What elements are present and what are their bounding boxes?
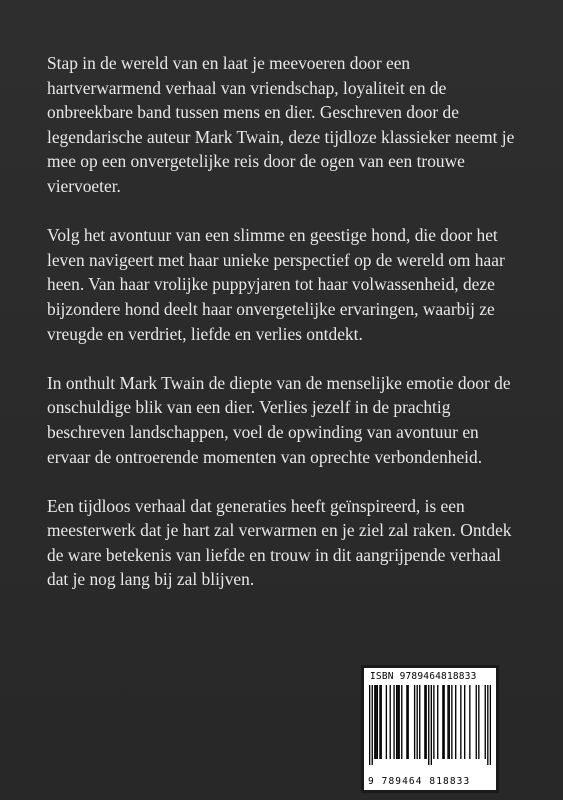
blurb-paragraph-4: Een tijdloos verhaal dat generaties heeft geïnspireerd, is een meesterwerk dat je hart zal verwarmen en je ziel zal raken. Ontdek de ware betekenis van liefde en trouw in dit aangrijpende verhaal dat je nog lang bij zal blijven. bbox=[47, 495, 512, 590]
barcode-bars bbox=[369, 685, 491, 765]
barcode-bar bbox=[428, 685, 429, 765]
barcode-bar bbox=[406, 685, 407, 759]
barcode-bar bbox=[451, 685, 452, 759]
barcode-bar bbox=[401, 685, 402, 759]
barcode-bar bbox=[476, 685, 477, 759]
blurb-paragraph-2: Volg het avontuur van een slimme en geestige hond, die door het leven navigeert met haar unieke perspectief op de wereld om haar heen. Van haar vrolijke puppyjaren tot haar volwassenheid, deze bijzondere hond deelt haar onvergetelijke ervaringen, waarbij ze vreugde en verdriet, liefde en verlies ontdekt. bbox=[47, 225, 505, 344]
barcode-bar bbox=[386, 685, 387, 759]
barcode-bar bbox=[417, 685, 418, 759]
barcode-bar bbox=[426, 685, 427, 759]
barcode-bar bbox=[414, 685, 415, 759]
barcode-bar bbox=[431, 685, 432, 765]
barcode-bar bbox=[381, 685, 382, 759]
barcode-bar bbox=[369, 685, 370, 765]
barcode-bar bbox=[449, 685, 450, 759]
barcode-bar bbox=[447, 685, 448, 759]
blurb-paragraph-3: In onthult Mark Twain de diepte van de menselijke emotie door de onschuldige blik van een dier. Verlies jezelf in de prachtig beschreven landschappen, voel de opwinding van avontuur en ervaar de ontroerende momenten van oprechte verbondenheid. bbox=[47, 372, 511, 467]
barcode-bar bbox=[374, 685, 375, 759]
barcode-bar bbox=[399, 685, 400, 759]
barcode-bar bbox=[396, 685, 397, 759]
barcode-bar bbox=[433, 685, 434, 759]
barcode-bar bbox=[443, 685, 444, 759]
blurb-paragraph-1: Stap in de wereld van en laat je meevoeren door een hartverwarmend verhaal van vriendschap, loyaliteit en de onbreekbare band tussen mens en dier. Geschreven door de legendarische auteur Mark Twain, deze tijdloze klassieker neemt je mee op een onvergetelijke reis door de ogen van een trouwe viervoeter. bbox=[47, 53, 515, 196]
barcode-bar bbox=[485, 685, 486, 759]
barcode-bar bbox=[469, 685, 470, 759]
barcode-bar bbox=[424, 685, 425, 759]
barcode-bar bbox=[464, 685, 465, 759]
barcode-bar bbox=[393, 685, 394, 759]
barcode-bar bbox=[437, 685, 438, 759]
barcode-bar bbox=[397, 685, 398, 759]
barcode-bar bbox=[487, 685, 488, 765]
barcode-bar bbox=[478, 685, 479, 759]
isbn-digits: 9 789464 818833 bbox=[368, 776, 471, 787]
barcode-bar bbox=[442, 685, 443, 759]
barcode-bar bbox=[408, 685, 409, 759]
barcode-bar bbox=[460, 685, 461, 759]
barcode-bar bbox=[372, 685, 373, 765]
isbn-barcode bbox=[361, 665, 499, 793]
barcode-bar bbox=[455, 685, 456, 759]
barcode-bar bbox=[490, 685, 491, 765]
isbn-label: ISBN 9789464818833 bbox=[370, 671, 477, 682]
barcode-bar bbox=[375, 685, 376, 759]
barcode-bar bbox=[377, 685, 378, 759]
barcode-bar bbox=[390, 685, 391, 759]
book-blurb bbox=[47, 51, 525, 617]
barcode-bar bbox=[379, 685, 380, 759]
barcode-bar bbox=[419, 685, 420, 759]
